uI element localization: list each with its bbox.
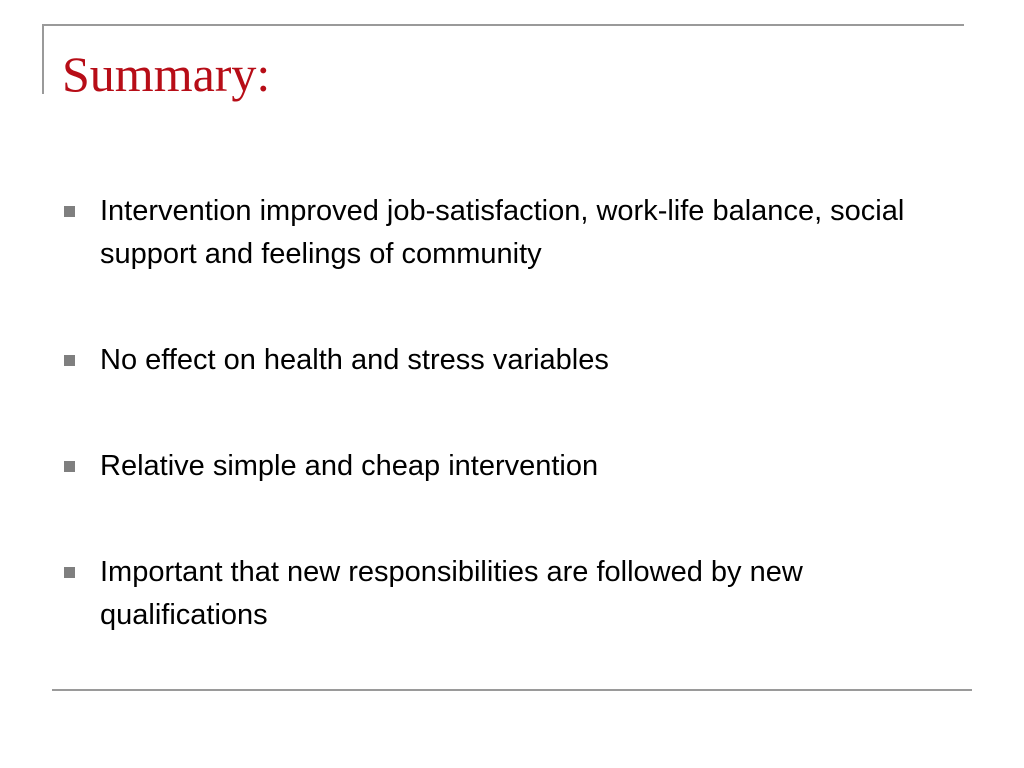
square-bullet-icon: [64, 355, 75, 366]
bullet-item: [62, 339, 942, 382]
slide-title: Summary:: [62, 46, 271, 102]
bullet-text: No effect on health and stress variables: [100, 344, 609, 376]
bullet-item: [62, 551, 942, 637]
frame-left-rule: [42, 24, 44, 94]
bullet-text: Intervention improved job-satisfaction, work-life balance, social support and feelings of community: [100, 195, 905, 270]
bullet-item: [62, 445, 942, 488]
bullet-item: [62, 190, 942, 276]
bullet-text: Important that new responsibilities are followed by new qualifications: [100, 556, 803, 631]
bottom-rule: [52, 689, 972, 691]
frame-top-rule: [42, 24, 964, 26]
bullet-text: Relative simple and cheap intervention: [100, 450, 599, 482]
square-bullet-icon: [64, 206, 75, 217]
square-bullet-icon: [64, 567, 75, 578]
square-bullet-icon: [64, 461, 75, 472]
bullet-list: [62, 190, 942, 637]
